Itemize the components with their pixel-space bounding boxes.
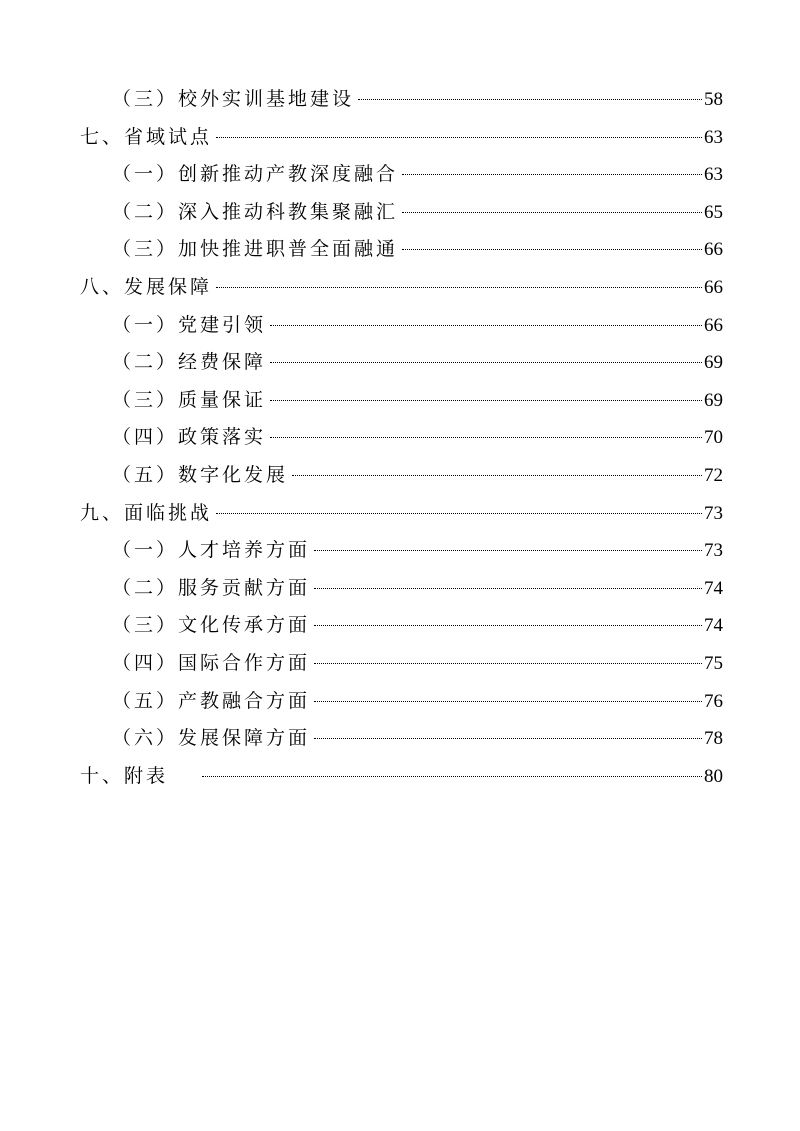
toc-entry-title: 十、附表 [80,764,169,787]
dot-leader [314,588,702,589]
toc-entry-page: 70 [704,427,723,449]
table-of-contents [80,81,723,795]
toc-entry[interactable] [80,457,723,495]
toc-entry[interactable] [80,532,723,570]
toc-entry-title: （二）经费保障 [112,351,267,374]
toc-entry-title: 九、面临挑战 [80,501,213,524]
dot-leader [270,437,702,438]
toc-entry-page: 58 [704,89,723,110]
toc-entry[interactable] [80,156,723,194]
dot-leader [402,174,702,175]
toc-entry-page: 63 [704,164,723,186]
toc-entry[interactable] [80,194,723,232]
dot-leader [314,701,702,702]
toc-entry-title: （四）国际合作方面 [112,651,311,674]
toc-entry[interactable] [80,607,723,645]
dot-leader [216,513,702,514]
toc-entry[interactable] [80,683,723,721]
dot-leader [314,663,702,664]
toc-entry-title: （二）深入推动科教集聚融汇 [112,200,399,223]
toc-entry[interactable] [80,495,723,533]
toc-entry-page: 69 [704,352,723,374]
toc-entry-title: （二）服务贡献方面 [112,576,311,599]
dot-leader [292,475,702,476]
toc-entry-page: 72 [704,464,723,486]
dot-leader [314,625,702,626]
toc-entry[interactable] [80,645,723,683]
toc-entry[interactable] [80,758,723,796]
dot-leader [270,400,702,401]
toc-entry-title: （三）校外实训基地建设 [112,88,355,110]
toc-entry-page: 76 [704,690,723,712]
toc-entry[interactable] [80,419,723,457]
toc-entry[interactable] [80,119,723,157]
toc-entry-title: （三）质量保证 [112,388,267,411]
toc-entry[interactable] [80,344,723,382]
toc-entry[interactable] [80,307,723,345]
toc-entry-page: 74 [704,577,723,599]
toc-entry-title: 八、发展保障 [80,275,213,298]
dot-leader [216,137,702,138]
toc-entry-title: （六）发展保障方面 [112,727,311,750]
dot-leader [270,362,702,363]
toc-entry[interactable] [80,382,723,420]
dot-leader [402,212,702,213]
toc-entry-title: （四）政策落实 [112,426,267,449]
toc-entry[interactable] [80,720,723,758]
toc-entry[interactable] [80,81,723,119]
toc-entry-page: 66 [704,276,723,298]
toc-entry-page: 66 [704,239,723,261]
dot-leader [314,738,702,739]
toc-entry-page: 75 [704,652,723,674]
toc-entry-title: （五）数字化发展 [112,463,289,486]
toc-entry-page: 63 [704,126,723,148]
dot-leader [270,325,702,326]
dot-leader [402,249,702,250]
dot-leader [314,550,702,551]
toc-entry-page: 74 [704,615,723,637]
toc-entry-title: （一）创新推动产教深度融合 [112,163,399,186]
toc-entry-page: 69 [704,389,723,411]
toc-entry-title: （三）文化传承方面 [112,614,311,637]
dot-leader [358,99,702,100]
toc-entry-title: （一）党建引领 [112,313,267,336]
toc-entry-title: 七、省域试点 [80,125,213,148]
toc-entry-page: 66 [704,314,723,336]
toc-entry[interactable] [80,570,723,608]
toc-entry-title: （一）人才培养方面 [112,539,311,562]
toc-entry[interactable] [80,231,723,269]
toc-entry-title: （五）产教融合方面 [112,689,311,712]
toc-entry-page: 73 [704,502,723,524]
toc-entry-title: （三）加快推进职普全面融通 [112,238,399,261]
toc-entry-page: 73 [704,540,723,562]
dot-leader [202,776,702,777]
toc-entry-page: 80 [704,765,723,787]
toc-entry-page: 78 [704,728,723,750]
toc-entry-page: 65 [704,201,723,223]
toc-entry[interactable] [80,269,723,307]
dot-leader [216,287,702,288]
